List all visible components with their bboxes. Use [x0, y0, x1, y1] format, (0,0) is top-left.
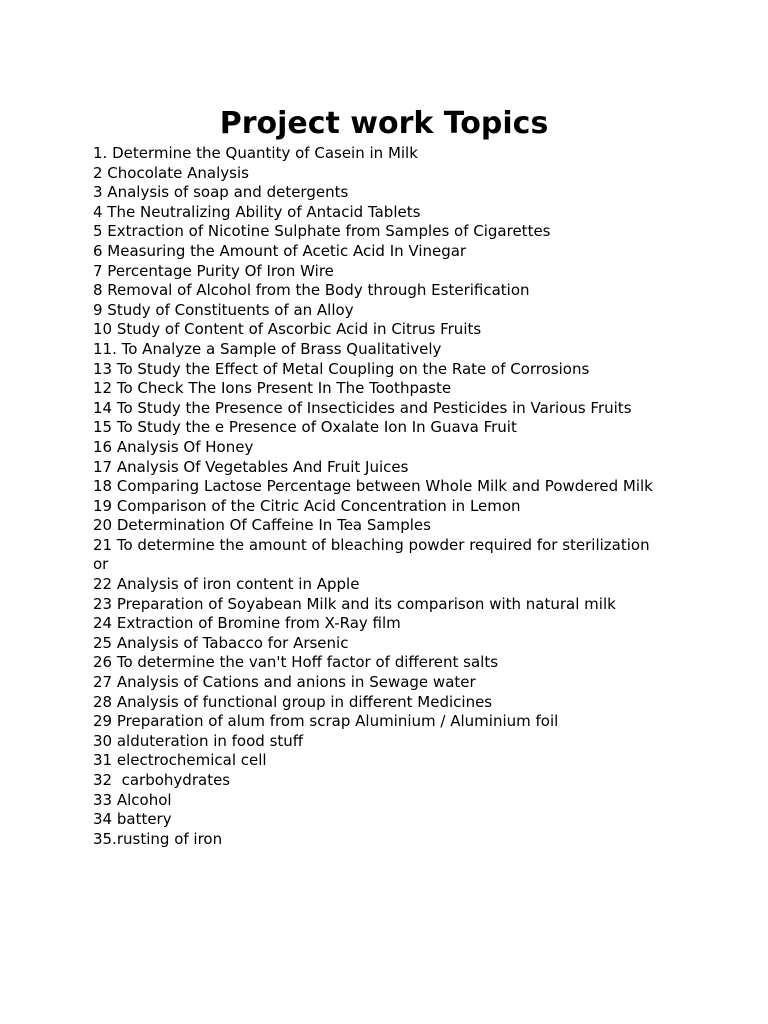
- list-item: 19 Comparison of the Citric Acid Concentration in Lemon: [93, 496, 521, 515]
- list-item: 33 Alcohol: [93, 790, 172, 809]
- list-item: 31 electrochemical cell: [93, 751, 267, 770]
- list-item: 21 To determine the amount of bleaching powder required for sterilization: [93, 535, 650, 554]
- list-item: 29 Preparation of alum from scrap Aluminium / Aluminium foil: [93, 712, 559, 731]
- page-title: Project work Topics: [219, 106, 549, 141]
- list-item: 9 Study of Constituents of an Alloy: [93, 300, 354, 319]
- list-item: 12 To Check The Ions Present In The Toothpaste: [93, 379, 452, 398]
- list-item: 11. To Analyze a Sample of Brass Qualitatively: [93, 339, 442, 358]
- list-item: 16 Analysis Of Honey: [93, 437, 254, 456]
- list-item: 30 alduteration in food stuff: [93, 731, 304, 750]
- list-item: 4 The Neutralizing Ability of Antacid Tablets: [93, 202, 421, 221]
- list-item: 5 Extraction of Nicotine Sulphate from Samples of Cigarettes: [93, 222, 551, 241]
- list-item: 17 Analysis Of Vegetables And Fruit Juices: [93, 457, 409, 476]
- list-item: 25 Analysis of Tabacco for Arsenic: [93, 633, 349, 652]
- list-item: 6 Measuring the Amount of Acetic Acid In Vinegar: [93, 241, 467, 260]
- list-item: or: [93, 555, 109, 574]
- list-item: 26 To determine the van't Hoff factor of different salts: [93, 653, 499, 672]
- list-item: 15 To Study the e Presence of Oxalate Ion In Guava Fruit: [93, 418, 517, 437]
- list-item: 13 To Study the Effect of Metal Coupling on the Rate of Corrosions: [93, 359, 590, 378]
- list-item: 14 To Study the Presence of Insecticides and Pesticides in Various Fruits: [93, 398, 632, 417]
- list-item: 3 Analysis of soap and detergents: [93, 183, 349, 202]
- list-item: 8 Removal of Alcohol from the Body through Esterification: [93, 281, 530, 300]
- list-item: 22 Analysis of iron content in Apple: [93, 575, 360, 594]
- list-item: 32 carbohydrates: [93, 771, 231, 789]
- list-item: 28 Analysis of functional group in different Medicines: [93, 692, 493, 711]
- list-item: 1. Determine the Quantity of Casein in Milk: [93, 144, 418, 162]
- topic-list: [93, 144, 733, 849]
- list-item: 7 Percentage Purity Of Iron Wire: [93, 261, 334, 280]
- list-item: 24 Extraction of Bromine from X-Ray film: [93, 614, 401, 633]
- list-item: 27 Analysis of Cations and anions in Sewage water: [93, 673, 476, 692]
- list-item: 34 battery: [93, 810, 172, 829]
- list-item: 18 Comparing Lactose Percentage between Whole Milk and Powdered Milk: [93, 477, 653, 496]
- list-item: 2 Chocolate Analysis: [93, 163, 249, 182]
- list-item: 20 Determination Of Caffeine In Tea Samples: [93, 516, 431, 535]
- list-item: 35.rusting of iron: [93, 829, 223, 848]
- list-item: 10 Study of Content of Ascorbic Acid in Citrus Fruits: [93, 320, 482, 339]
- list-item: 23 Preparation of Soyabean Milk and its comparison with natural milk: [93, 594, 616, 613]
